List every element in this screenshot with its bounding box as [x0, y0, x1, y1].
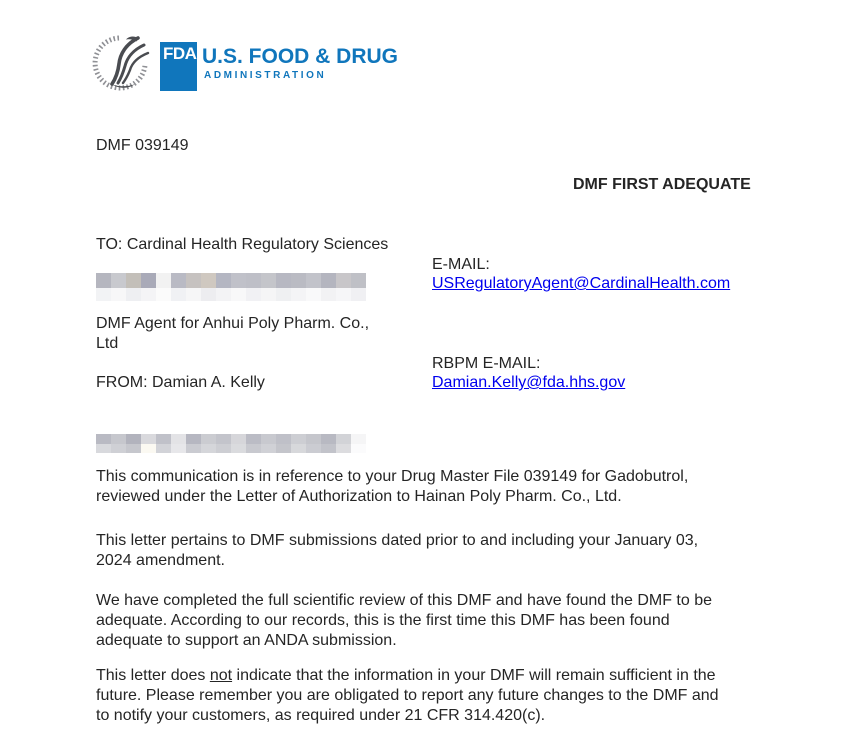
paragraph-4 — [96, 666, 719, 726]
body-line: We have completed the full scientific review of this DMF and have found the DMF to be — [96, 592, 712, 609]
rbpm-email-label: RBPM E-MAIL: — [432, 355, 541, 372]
to-line: TO: Cardinal Health Regulatory Sciences — [96, 236, 389, 253]
fda-org-name-line1: U.S. FOOD & DRUG — [202, 45, 399, 68]
body-text-segment: This letter does — [96, 667, 210, 684]
redacted-address-block — [96, 273, 366, 301]
body-line: future. Please remember you are obligated to report any future changes to the DMF and — [96, 687, 719, 704]
fda-square-logo — [160, 42, 197, 91]
letter-heading: DMF FIRST ADEQUATE — [573, 176, 751, 193]
rbpm-email-link[interactable]: Damian.Kelly@fda.hhs.gov — [432, 374, 626, 391]
agent-line-1: DMF Agent for Anhui Poly Pharm. Co., — [96, 315, 370, 332]
body-line: adequate to support an ANDA submission. — [96, 632, 397, 649]
body-line: This communication is in reference to your Drug Master File 039149 for Gadobutrol, — [96, 468, 689, 485]
redacted-date-block — [96, 434, 366, 453]
body-line: to notify your customers, as required under 21 CFR 314.420(c). — [96, 707, 546, 724]
paragraph-3 — [96, 591, 712, 651]
body-line: reviewed under the Letter of Authorization to Hainan Poly Pharm. Co., Ltd. — [96, 488, 622, 505]
body-line — [96, 666, 719, 686]
body-text-segment: indicate that the information in your DMF will remain sufficient in the — [232, 667, 716, 684]
agent-line-2: Ltd — [96, 335, 119, 352]
body-line: 2024 amendment. — [96, 552, 225, 569]
body-line: adequate. According to our records, this is the first time this DMF has been found — [96, 612, 670, 629]
from-line: FROM: Damian A. Kelly — [96, 374, 265, 391]
email-label: E-MAIL: — [432, 256, 490, 273]
dmf-number: DMF 039149 — [96, 137, 189, 154]
email-link[interactable]: USRegulatoryAgent@CardinalHealth.com — [432, 275, 731, 292]
paragraph-1 — [96, 467, 688, 507]
fda-org-name-line2: ADMINISTRATION — [204, 70, 327, 81]
fda-acronym: FDA — [163, 44, 197, 63]
paragraph-2 — [96, 531, 698, 571]
hhs-seal-icon — [88, 32, 156, 94]
body-line: This letter pertains to DMF submissions dated prior to and including your January 03, — [96, 532, 699, 549]
underlined-not: not — [209, 667, 233, 684]
